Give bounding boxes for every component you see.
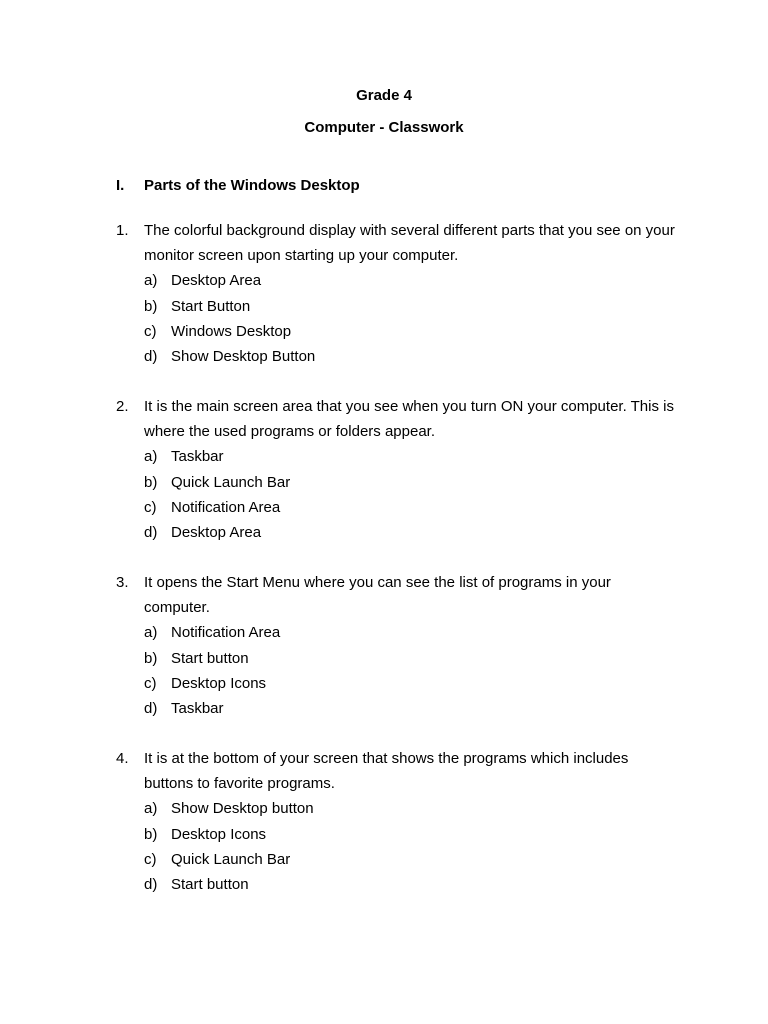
question-1: [116, 218, 676, 369]
choice-letter: a): [144, 624, 158, 642]
question-2: [116, 394, 676, 545]
question-text: The colorful background display with several different parts that you see on your monitor screen upon starting up your computer.: [144, 222, 675, 265]
section-heading: [116, 177, 360, 194]
choice-text: Show Desktop Button: [171, 348, 316, 366]
choice-list: [144, 620, 676, 721]
question-number: 4.: [116, 750, 129, 767]
choice-text: Start Button: [171, 297, 251, 315]
question-3: [116, 570, 676, 721]
choice-text: Desktop Area: [171, 524, 262, 542]
choice-text: Start button: [171, 876, 249, 894]
choice-text: Desktop Icons: [171, 674, 267, 692]
choice-text: Notification Area: [171, 498, 281, 516]
choice-item: [144, 696, 676, 721]
choice-text: Quick Launch Bar: [171, 473, 291, 491]
choice-letter: a): [144, 272, 158, 290]
choice-item: [144, 444, 676, 469]
question-text: It is the main screen area that you see when you turn ON your computer. This is where the used programs or folders appear.: [144, 398, 674, 441]
choice-item: [144, 646, 676, 671]
choice-letter: b): [144, 825, 158, 843]
question-4: [116, 746, 676, 897]
choice-letter: a): [144, 448, 158, 466]
question-number: 3.: [116, 574, 129, 591]
choice-item: [144, 822, 676, 847]
question-number: 2.: [116, 398, 129, 415]
choice-letter: c): [144, 322, 157, 340]
choice-text: Windows Desktop: [171, 322, 292, 340]
choice-text: Quick Launch Bar: [171, 850, 291, 868]
choice-text: Notification Area: [171, 624, 281, 642]
choice-item: [144, 520, 676, 545]
choice-list: [144, 268, 676, 369]
grade-heading: Grade 4: [356, 87, 412, 104]
choice-letter: b): [144, 473, 158, 491]
choice-text: Taskbar: [171, 448, 224, 466]
choice-letter: b): [144, 649, 158, 667]
choice-item: [144, 495, 676, 520]
choice-letter: d): [144, 348, 158, 366]
choice-letter: d): [144, 876, 158, 894]
choice-item: [144, 344, 676, 369]
choice-text: Start button: [171, 649, 249, 667]
choice-item: [144, 671, 676, 696]
choice-item: [144, 294, 676, 319]
section-title: Parts of the Windows Desktop: [144, 177, 360, 194]
choice-letter: a): [144, 800, 158, 818]
choice-item: [144, 796, 676, 821]
choice-letter: c): [144, 850, 157, 868]
section-numeral: I.: [116, 177, 125, 194]
choice-list: [144, 796, 676, 897]
choice-letter: d): [144, 700, 158, 718]
choice-letter: c): [144, 498, 157, 516]
question-text: It is at the bottom of your screen that shows the programs which includes buttons to favorite programs.: [144, 750, 629, 793]
classwork-heading: Computer - Classwork: [304, 119, 464, 136]
choice-item: [144, 620, 676, 645]
choice-text: Desktop Icons: [171, 825, 267, 843]
choice-item: [144, 847, 676, 872]
question-number: 1.: [116, 222, 129, 239]
choice-item: [144, 470, 676, 495]
choice-letter: b): [144, 297, 158, 315]
choice-letter: c): [144, 674, 157, 692]
question-text: It opens the Start Menu where you can see the list of programs in your computer.: [144, 574, 611, 617]
choice-text: Taskbar: [171, 700, 224, 718]
choice-letter: d): [144, 524, 158, 542]
choice-text: Desktop Area: [171, 272, 262, 290]
choice-item: [144, 872, 676, 897]
choice-text: Show Desktop button: [171, 800, 314, 818]
choice-list: [144, 444, 676, 545]
choice-item: [144, 268, 676, 293]
choice-item: [144, 319, 676, 344]
